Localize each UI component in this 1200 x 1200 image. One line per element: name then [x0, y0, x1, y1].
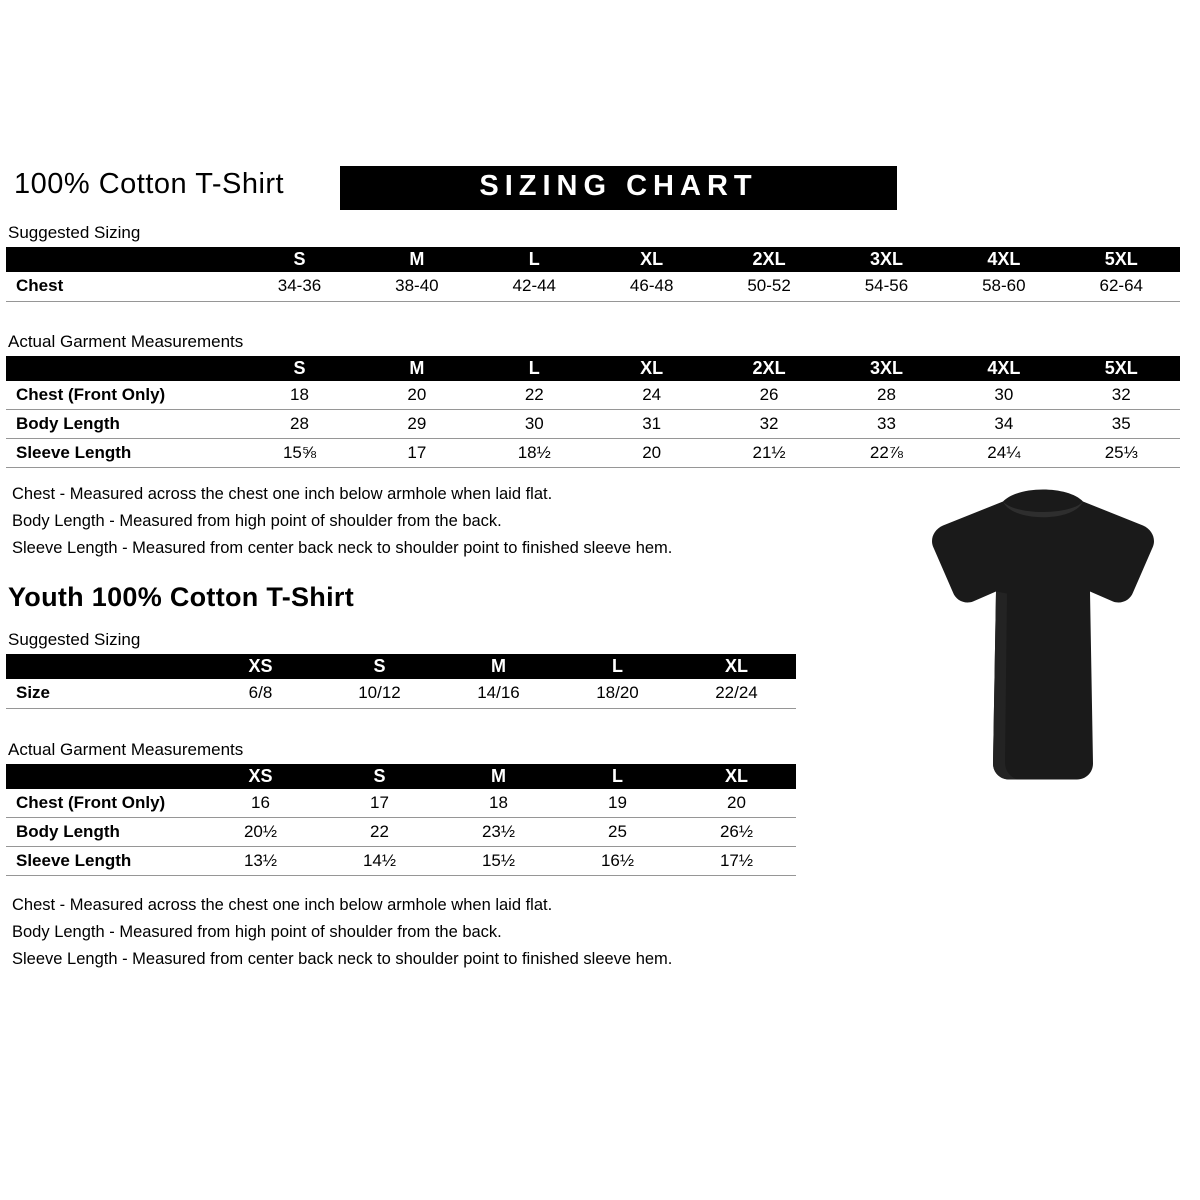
- cell: 18: [439, 789, 558, 818]
- youth-notes: [12, 892, 1200, 973]
- table-row: [6, 381, 1180, 410]
- cell: 13½: [201, 847, 320, 876]
- cell: 20: [593, 439, 710, 468]
- cell: 24: [593, 381, 710, 410]
- cell: 26½: [677, 818, 796, 847]
- adult-suggested-table: [6, 247, 1180, 302]
- cell: 16½: [558, 847, 677, 876]
- black-tshirt-icon: [893, 473, 1193, 818]
- column-header: XS: [201, 764, 320, 789]
- note-body-length: Body Length - Measured from high point of shoulder from the back.: [12, 923, 502, 941]
- corner-cell: [6, 247, 241, 272]
- cell: 25⅓: [1063, 439, 1180, 468]
- cell: 14½: [320, 847, 439, 876]
- cell: 33: [828, 410, 945, 439]
- column-header: S: [241, 247, 358, 272]
- cell: 17½: [677, 847, 796, 876]
- cell: 10/12: [320, 679, 439, 708]
- cell: 18: [241, 381, 358, 410]
- note-sleeve-length: Sleeve Length - Measured from center back neck to shoulder point to finished sleeve hem.: [12, 539, 673, 557]
- cell: 50-52: [710, 272, 827, 301]
- cell: 35: [1063, 410, 1180, 439]
- cell: 22⅞: [828, 439, 945, 468]
- table-header-row: [6, 247, 1180, 272]
- youth-suggested-table: [6, 654, 796, 709]
- cell: 15⅝: [241, 439, 358, 468]
- column-header: S: [320, 654, 439, 679]
- cell: 54-56: [828, 272, 945, 301]
- cell: 26: [710, 381, 827, 410]
- row-label: Sleeve Length: [6, 847, 201, 876]
- cell: 32: [710, 410, 827, 439]
- column-header: 5XL: [1063, 247, 1180, 272]
- cell: 18/20: [558, 679, 677, 708]
- cell: 30: [945, 381, 1062, 410]
- cell: 14/16: [439, 679, 558, 708]
- corner-cell: [6, 356, 241, 381]
- youth-suggested-label: Suggested Sizing: [8, 630, 141, 649]
- table-row: [6, 789, 796, 818]
- row-label: Chest: [6, 272, 241, 301]
- cell: 30: [476, 410, 593, 439]
- cell: 28: [241, 410, 358, 439]
- cell: 31: [593, 410, 710, 439]
- tshirt-body: [932, 490, 1154, 780]
- column-header: 4XL: [945, 247, 1062, 272]
- cell: 32: [1063, 381, 1180, 410]
- column-header: M: [358, 247, 475, 272]
- cell: 17: [358, 439, 475, 468]
- cell: 19: [558, 789, 677, 818]
- table-row: [6, 847, 796, 876]
- column-header: 4XL: [945, 356, 1062, 381]
- adult-actual-table: [6, 356, 1180, 469]
- column-header: XL: [677, 764, 796, 789]
- row-label: Body Length: [6, 410, 241, 439]
- note-body-length: Body Length - Measured from high point of shoulder from the back.: [12, 512, 502, 530]
- sizing-chart-banner: SIZING CHART: [340, 166, 897, 210]
- corner-cell: [6, 764, 201, 789]
- cell: 20: [358, 381, 475, 410]
- cell: 22: [476, 381, 593, 410]
- note-chest: Chest - Measured across the chest one inch below armhole when laid flat.: [12, 896, 553, 914]
- column-header: 2XL: [710, 247, 827, 272]
- column-header: L: [558, 654, 677, 679]
- cell: 20½: [201, 818, 320, 847]
- row-label: Chest (Front Only): [6, 789, 201, 818]
- cell: 18½: [476, 439, 593, 468]
- youth-actual-label: Actual Garment Measurements: [8, 739, 244, 759]
- column-header: S: [241, 356, 358, 381]
- row-label: Body Length: [6, 818, 201, 847]
- column-header: L: [476, 356, 593, 381]
- cell: 46-48: [593, 272, 710, 301]
- column-header: 5XL: [1063, 356, 1180, 381]
- youth-title: Youth 100% Cotton T-Shirt: [8, 582, 354, 612]
- table-row: [6, 679, 796, 708]
- note-sleeve-length: Sleeve Length - Measured from center back neck to shoulder point to finished sleeve hem.: [12, 950, 673, 968]
- table-header-row: [6, 654, 796, 679]
- row-label: Size: [6, 679, 201, 708]
- cell: 21½: [710, 439, 827, 468]
- cell: 22: [320, 818, 439, 847]
- table-header-row: [6, 764, 796, 789]
- note-chest: Chest - Measured across the chest one inch below armhole when laid flat.: [12, 485, 553, 503]
- table-row: [6, 818, 796, 847]
- column-header: 2XL: [710, 356, 827, 381]
- corner-cell: [6, 654, 201, 679]
- column-header: XL: [677, 654, 796, 679]
- cell: 17: [320, 789, 439, 818]
- table-row: [6, 272, 1180, 301]
- cell: 28: [828, 381, 945, 410]
- column-header: XL: [593, 247, 710, 272]
- column-header: 3XL: [828, 247, 945, 272]
- row-label: Chest (Front Only): [6, 381, 241, 410]
- cell: 62-64: [1063, 272, 1180, 301]
- cell: 34: [945, 410, 1062, 439]
- tshirt-image: [893, 473, 1193, 818]
- cell: 38-40: [358, 272, 475, 301]
- table-row: [6, 410, 1180, 439]
- cell: 29: [358, 410, 475, 439]
- header: [6, 166, 1200, 210]
- page-title: 100% Cotton T-Shirt: [14, 168, 285, 200]
- column-header: XS: [201, 654, 320, 679]
- adult-suggested-label: Suggested Sizing: [8, 223, 141, 242]
- cell: 42-44: [476, 272, 593, 301]
- cell: 16: [201, 789, 320, 818]
- column-header: L: [558, 764, 677, 789]
- cell: 15½: [439, 847, 558, 876]
- youth-actual-table: [6, 764, 796, 877]
- column-header: S: [320, 764, 439, 789]
- cell: 25: [558, 818, 677, 847]
- column-header: L: [476, 247, 593, 272]
- cell: 58-60: [945, 272, 1062, 301]
- adult-actual-label: Actual Garment Measurements: [8, 331, 244, 351]
- column-header: XL: [593, 356, 710, 381]
- cell: 23½: [439, 818, 558, 847]
- cell: 34-36: [241, 272, 358, 301]
- cell: 6/8: [201, 679, 320, 708]
- column-header: M: [439, 764, 558, 789]
- row-label: Sleeve Length: [6, 439, 241, 468]
- table-row: [6, 439, 1180, 468]
- column-header: M: [439, 654, 558, 679]
- column-header: M: [358, 356, 475, 381]
- cell: 22/24: [677, 679, 796, 708]
- cell: 20: [677, 789, 796, 818]
- column-header: 3XL: [828, 356, 945, 381]
- cell: 24¼: [945, 439, 1062, 468]
- table-header-row: [6, 356, 1180, 381]
